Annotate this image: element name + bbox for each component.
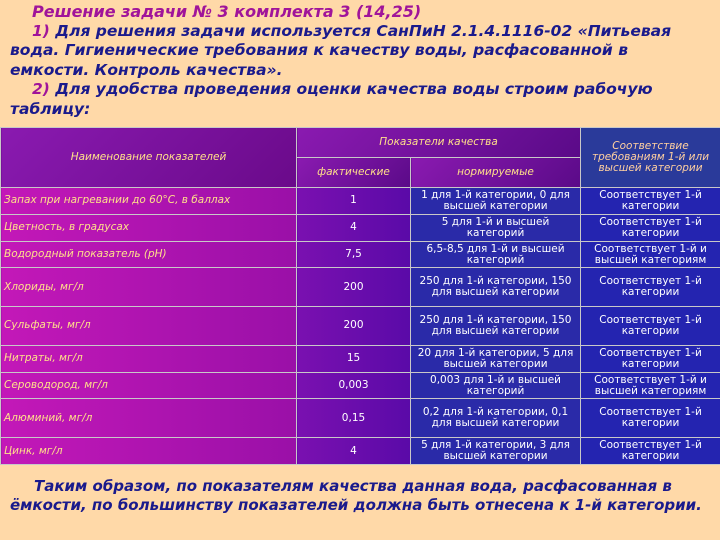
table-row xyxy=(1,268,720,307)
row-actual: 0,003 xyxy=(297,372,411,399)
row-actual: 1 xyxy=(297,188,411,215)
table-row xyxy=(1,345,720,372)
row-actual: 200 xyxy=(297,268,411,307)
header-normative: нормируемые xyxy=(411,158,581,188)
row-correspondence: Соответствует 1-й категории xyxy=(581,188,720,215)
row-correspondence: Соответствует 1-й и высшей категориям xyxy=(581,372,720,399)
row-normative: 250 для 1-й категории, 150 для высшей категории xyxy=(411,268,581,307)
table-row xyxy=(1,214,720,241)
row-actual: 0,15 xyxy=(297,399,411,438)
row-correspondence: Соответствует 1-й категории xyxy=(581,214,720,241)
row-actual: 15 xyxy=(297,345,411,372)
row-correspondence: Соответствует 1-й категории xyxy=(581,438,720,465)
row-normative: 0,003 для 1-й и высшей категорий xyxy=(411,372,581,399)
row-normative: 5 для 1-й и высшей категорий xyxy=(411,214,581,241)
row-correspondence: Соответствует 1-й и высшей категориям xyxy=(581,241,720,268)
row-name: Хлориды, мг/л xyxy=(1,268,297,307)
row-normative: 0,2 для 1-й категории, 0,1 для высшей категории xyxy=(411,399,581,438)
row-normative: 6,5-8,5 для 1-й и высшей категорий xyxy=(411,241,581,268)
row-name: Запах при нагревании до 60°С, в баллах xyxy=(1,188,297,215)
table-row xyxy=(1,307,720,346)
row-correspondence: Соответствует 1-й категории xyxy=(581,399,720,438)
table-row xyxy=(1,438,720,465)
header-correspondence: Соответствие требованиям 1-й или высшей категории xyxy=(581,128,720,188)
conclusion-text: Таким образом, по показателям качества данная вода, расфасованная в ёмкости, по большинству показателей должна быть отнесена к 1-й категории. xyxy=(10,477,702,514)
intro-1-number: 1) xyxy=(32,21,50,40)
intro-text xyxy=(10,2,710,119)
intro-1-text: Для решения задачи используется СанПиН 2.1.4.1116-02 «Питьевая вода. Гигиенические требования к качеству воды, расфасованной в емкости. Контроль качества». xyxy=(10,21,672,79)
header-quality: Показатели качества xyxy=(297,128,581,158)
quality-table xyxy=(0,127,720,465)
row-actual: 7,5 xyxy=(297,241,411,268)
row-actual: 4 xyxy=(297,214,411,241)
row-name: Алюминий, мг/л xyxy=(1,399,297,438)
intro-2-number: 2) xyxy=(32,80,50,98)
row-actual: 200 xyxy=(297,307,411,346)
row-name: Сульфаты, мг/л xyxy=(1,307,297,346)
header-name: Наименование показателей xyxy=(1,128,297,188)
table-row xyxy=(1,372,720,399)
table-row xyxy=(1,399,720,438)
intro-2-text: Для удобства проведения оценки качества воды строим рабочую таблицу: xyxy=(10,80,653,118)
row-correspondence: Соответствует 1-й категории xyxy=(581,307,720,346)
row-normative: 1 для 1-й категории, 0 для высшей категории xyxy=(411,188,581,215)
table-row xyxy=(1,188,720,215)
table-row xyxy=(1,241,720,268)
row-correspondence: Соответствует 1-й категории xyxy=(581,268,720,307)
row-name: Цинк, мг/л xyxy=(1,438,297,465)
row-name: Нитраты, мг/л xyxy=(1,345,297,372)
row-actual: 4 xyxy=(297,438,411,465)
row-name: Сероводород, мг/л xyxy=(1,372,297,399)
row-correspondence: Соответствует 1-й категории xyxy=(581,345,720,372)
row-normative: 5 для 1-й категории, 3 для высшей категории xyxy=(411,438,581,465)
row-normative: 20 для 1-й категории, 5 для высшей категории xyxy=(411,345,581,372)
row-name: Водородный показатель (рН) xyxy=(1,241,297,268)
row-normative: 250 для 1-й категории, 150 для высшей категории xyxy=(411,307,581,346)
row-name: Цветность, в градусах xyxy=(1,214,297,241)
header-actual: фактические xyxy=(297,158,411,188)
slide-title: Решение задачи № 3 комплекта 3 (14,25) xyxy=(32,2,422,21)
